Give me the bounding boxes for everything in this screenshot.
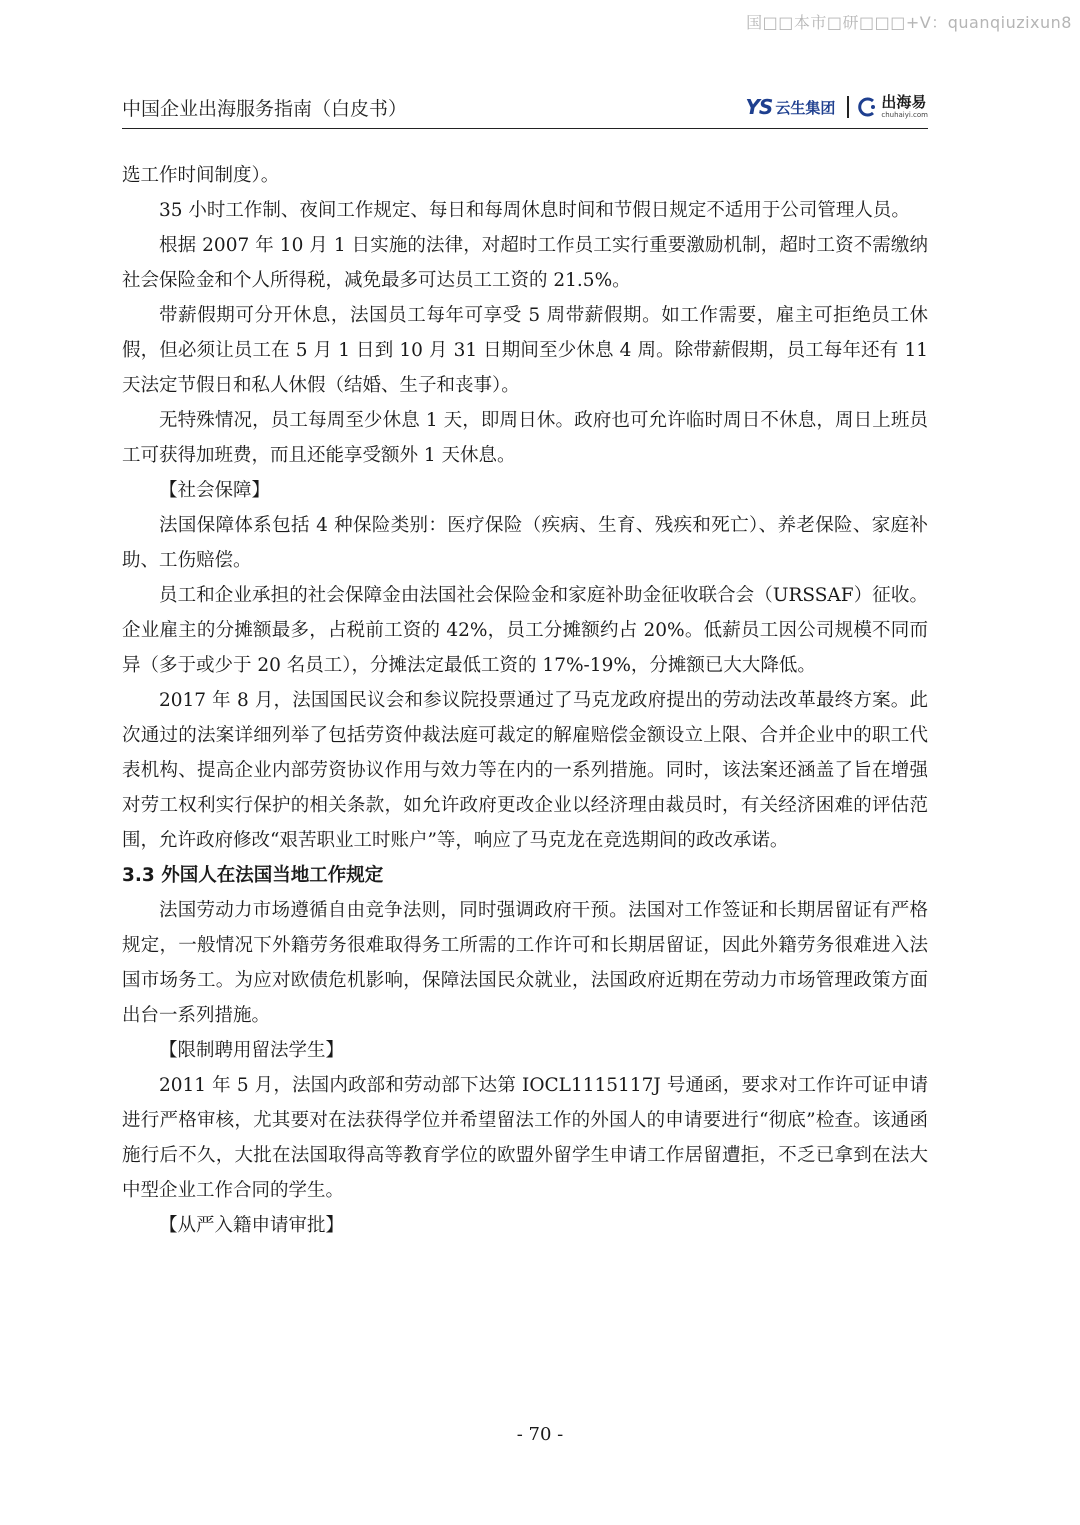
paragraph-circular-2011: 2011 年 5 月，法国内政部和劳动部下达第 IOCL1115117J 号通函，要求对工作许可证申请进行严格审核，尤其要对在法获得学位并希望留法工作的外国人的申请要进行“彻底”检查。该通函施行后不久，大批在法国取得高等教育学位的欧盟外留学生申请工作居留遭拒，不乏已拿到在法大中型企业工作合同的学生。 — [122, 1075, 928, 1201]
chuhaiyi-logo-name: 出海易 — [881, 93, 927, 111]
subheading-social-security: 【社会保障】 — [159, 480, 271, 501]
paragraph-labor-reform: 2017 年 8 月，法国国民议会和参议院投票通过了马克龙政府提出的劳动法改革最终方案。此次通过的法案详细列举了包括劳资仲裁法庭可裁定的解雇赔偿金额设立上限、合并企业中的职工代表机构、提高企业内部劳资协议作用与效力等在内的一系列措施。同时，该法案还涵盖了旨在增强对劳工权利实行保护的相关条款，如允许政府更改企业以经济理由裁员时，有关经济困难的评估范围，允许政府修改“艰苦职业工时账户”等，响应了马克龙在竞选期间的政改承诺。 — [122, 690, 928, 851]
paragraph-insurance-types: 法国保障体系包括 4 种保险类别：医疗保险（疾病、生育、残疾和死亡）、养老保险、家庭补助、工伤赔偿。 — [122, 515, 928, 571]
paragraph-labor-market: 法国劳动力市场遵循自由竞争法则，同时强调政府干预。法国对工作签证和长期居留证有严格规定，一般情况下外籍劳务很难取得务工所需的工作许可和长期居留证，因此外籍劳务很难进入法国市场务工。为应对欧债危机影响，保障法国民众就业，法国政府近期在劳动力市场管理政策方面出台一系列措施。 — [122, 900, 928, 1026]
subheading-naturalization: 【从严入籍申请审批】 — [159, 1215, 345, 1236]
paragraph-paid-leave: 带薪假期可分开休息，法国员工每年可享受 5 周带薪假期。如工作需要，雇主可拒绝员工休假，但必须让员工在 5 月 1 日到 10 月 31 日期间至少休息 4 周。除带薪假期，员工每年还有 11 天法定节假日和私人休假（结婚、生子和丧事）。 — [122, 305, 928, 396]
section-heading-3-3: 3.3 外国人在法国当地工作规定 — [122, 865, 384, 886]
ys-logo-name: 云生集团 — [775, 98, 836, 117]
paragraph-urssaf: 员工和企业承担的社会保障金由法国社会保险金和家庭补助金征收联合会（URSSAF）征收。企业雇主的分摊额最多，占税前工资的 42%，员工分摊额约占 20%。低薪员工因公司规模不同而异（多于或少于 20 名员工），分摊法定最低工资的 17%-19%，分摊额已大大降低。 — [122, 585, 928, 676]
paragraph-overtime-law: 根据 2007 年 10 月 1 日实施的法律，对超时工作员工实行重要激励机制，超时工资不需缴纳社会保险金和个人所得税，减免最多可达员工工资的 21.5%。 — [122, 235, 928, 291]
page-body — [122, 158, 928, 1243]
yunsheng-logo — [745, 95, 835, 119]
chuhaiyi-logo — [858, 95, 928, 119]
watermark-text: 国□□本市□研□□□+V：quanqiuzixun8 — [746, 13, 1072, 32]
document-title: 中国企业出海服务指南（白皮书） — [122, 98, 408, 120]
subheading-restrict-students: 【限制聘用留法学生】 — [159, 1040, 345, 1061]
ys-logo-mark: YS — [745, 95, 773, 119]
page-header — [122, 88, 928, 129]
paragraph-weekly-rest: 无特殊情况，员工每周至少休息 1 天，即周日休。政府也可允许临时周日不休息，周日上班员工可获得加班费，而且还能享受额外 1 天休息。 — [122, 410, 928, 466]
paragraph-continuation: 选工作时间制度）。 — [122, 165, 280, 186]
chuhaiyi-logo-domain: chuhaiyi.com — [881, 111, 928, 119]
logo-divider — [847, 96, 849, 118]
header-logos — [745, 92, 928, 122]
chuhaiyi-logo-icon — [858, 97, 878, 117]
page-number: - 70 - — [516, 1424, 564, 1445]
paragraph-35-hour-exemption: 35 小时工作制、夜间工作规定、每日和每周休息时间和节假日规定不适用于公司管理人员。 — [159, 200, 910, 221]
